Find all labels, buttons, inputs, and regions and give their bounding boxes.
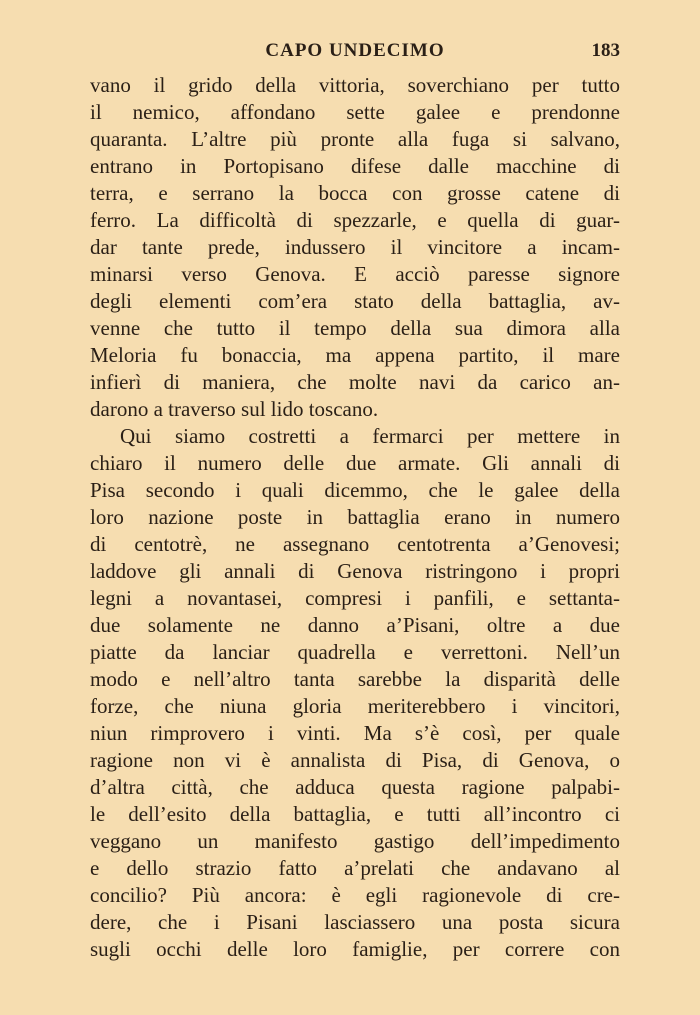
text-line: entrano in Portopisano difese dalle macchine di — [90, 154, 620, 178]
text-line: e dello strazio fatto a’prelati che andavano al — [90, 856, 620, 880]
text-line: d’altra città, che adduca questa ragione palpabi- — [90, 775, 620, 799]
text-line: Meloria fu bonaccia, ma appena partito, il mare — [90, 343, 620, 367]
text-line: quaranta. L’altre più pronte alla fuga si salvano, — [90, 127, 620, 151]
text-line: chiaro il numero delle due armate. Gli annali di — [90, 451, 620, 475]
text-line: sugli occhi delle loro famiglie, per correre con — [90, 937, 620, 961]
page-number: 183 — [591, 40, 620, 61]
text-line: loro nazione poste in battaglia erano in numero — [90, 505, 620, 529]
text-line: vano il grido della vittoria, soverchiano per tutto — [90, 73, 620, 97]
text-line: venne che tutto il tempo della sua dimora alla — [90, 316, 620, 340]
text-line: Pisa secondo i quali dicemmo, che le galee della — [90, 478, 620, 502]
text-line: concilio? Più ancora: è egli ragionevole di cre- — [90, 883, 620, 907]
text-line: legni a novantasei, compresi i panfili, e settanta- — [90, 586, 620, 610]
text-line: due solamente ne danno a’Pisani, oltre a due — [90, 613, 620, 637]
text-line: di centotrè, ne assegnano centotrenta a’Genovesi; — [90, 532, 620, 556]
text-line: dere, che i Pisani lasciassero una posta sicura — [90, 910, 620, 934]
text-line: dar tante prede, indussero il vincitore a incam- — [90, 235, 620, 259]
text-line: degli elementi com’era stato della battaglia, av- — [90, 289, 620, 313]
text-line: ferro. La difficoltà di spezzarle, e quella di guar- — [90, 208, 620, 232]
text-line: laddove gli annali di Genova ristringono i propri — [90, 559, 620, 583]
text-line: Qui siamo costretti a fermarci per mettere in — [120, 424, 620, 448]
page-header — [90, 40, 620, 68]
text-line: ragione non vi è annalista di Pisa, di Genova, o — [90, 748, 620, 772]
text-line: veggano un manifesto gastigo dell’impedimento — [90, 829, 620, 853]
text-line: infierì di maniera, che molte navi da carico an- — [90, 370, 620, 394]
text-line: niun rimprovero i vinti. Ma s’è così, per quale — [90, 721, 620, 745]
text-line: il nemico, affondano sette galee e prendonne — [90, 100, 620, 124]
text-line: darono a traverso sul lido toscano. — [90, 397, 379, 421]
body-text — [90, 72, 620, 963]
running-title: CAPO UNDECIMO — [265, 40, 445, 61]
text-line: modo e nell’altro tanta sarebbe la disparità delle — [90, 667, 620, 691]
text-line: minarsi verso Genova. E acciò paresse signore — [90, 262, 620, 286]
text-line: forze, che niuna gloria meriterebbero i vincitori, — [90, 694, 620, 718]
text-line: terra, e serrano la bocca con grosse catene di — [90, 181, 620, 205]
text-line: le dell’esito della battaglia, e tutti all’incontro ci — [90, 802, 620, 826]
text-line: piatte da lanciar quadrella e verrettoni. Nell’un — [90, 640, 620, 664]
